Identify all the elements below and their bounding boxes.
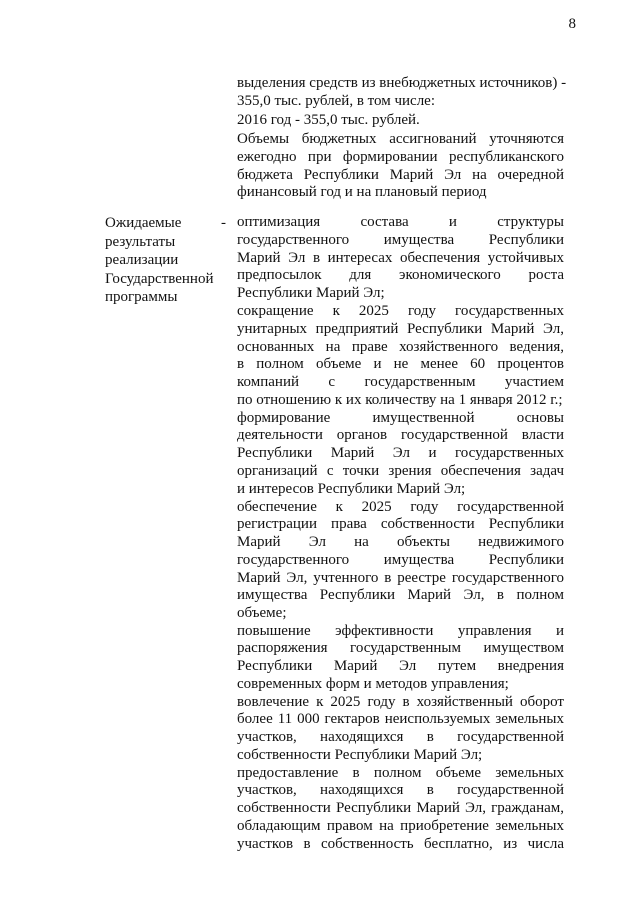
text-line: выделения средств из внебюджетных источников) - — [237, 75, 567, 91]
text-line: государственного имущества Республики — [237, 231, 564, 248]
text-line: Республики Марий Эл путем внедрения — [237, 658, 564, 674]
text-line: унитарных предприятий Республики Марий Эл, — [237, 320, 564, 337]
text-line: формирование имущественной основы — [237, 409, 564, 426]
text-line: обладающим правом на приобретение земельных — [237, 817, 564, 834]
page-number: 8 — [568, 16, 576, 32]
result-item — [237, 214, 564, 303]
text-line: имущества Республики Марий Эл, в полном — [237, 587, 564, 604]
text-line: по отношению к их количеству на 1 января 2012 г.; — [237, 391, 563, 408]
text-line: Марий Эл на объекты недвижимого — [237, 534, 564, 550]
text-line: и интересов Республики Марий Эл; — [237, 480, 466, 497]
text-line: участков, находящихся в государственной — [237, 782, 564, 799]
text-line: повышение эффективности управления и — [237, 622, 564, 639]
result-item — [237, 694, 564, 765]
label-line: программы — [105, 289, 178, 305]
text-line: объеме; — [237, 605, 287, 621]
text-line: собственности Республики Марий Эл; — [237, 746, 483, 763]
text-line: обеспечение к 2025 году государственной — [237, 498, 564, 515]
text-line: предоставление в полном объеме земельных — [237, 764, 564, 781]
text-line: оптимизация состава и структуры — [237, 214, 564, 230]
text-line: участков в собственность бесплатно, из числа — [237, 835, 564, 852]
label-line: Ожидаемые — [105, 215, 182, 231]
text-line: собственности Республики Марий Эл, гражданам, — [237, 800, 564, 816]
text-line: участков, находящихся в государственной — [237, 729, 564, 745]
text-line: ежегодно при формировании республиканского — [237, 148, 564, 165]
label-line: результаты — [105, 233, 176, 250]
text-line: в полном объеме и не менее 60 процентов — [237, 356, 564, 373]
result-item — [237, 623, 564, 694]
text-line: предпосылок для экономического роста — [237, 267, 564, 284]
text-line: деятельности органов государственной власти — [237, 427, 564, 444]
result-item — [237, 499, 564, 623]
text-line: вовлечение к 2025 году в хозяйственный оборот — [237, 693, 564, 710]
label-line: Государственной — [105, 270, 214, 287]
text-line: Республики Марий Эл; — [237, 285, 385, 301]
result-item — [237, 765, 564, 854]
label-line: реализации — [105, 252, 179, 268]
text-line: Объемы бюджетных ассигнований уточняются — [237, 131, 564, 147]
funding-year-paragraph — [237, 112, 564, 130]
result-item — [237, 410, 564, 499]
text-line: Марий Эл, учтенного в реестре государственного — [237, 569, 564, 586]
text-line: распоряжения государственным имуществом — [237, 640, 564, 657]
text-line: современных форм и методов управления; — [237, 675, 509, 692]
text-line: регистрации права собственности Республики — [237, 516, 564, 533]
text-line: более 11 000 гектаров неиспользуемых земельных — [237, 711, 564, 728]
text-line: компаний с государственным участием — [237, 374, 564, 390]
expected-results-label — [105, 214, 230, 307]
text-line: сокращение к 2025 году государственных — [237, 303, 564, 319]
budget-note-paragraph — [237, 131, 564, 202]
text-line: основанных на праве хозяйственного ведения, — [237, 338, 564, 355]
text-line: 2016 год - 355,0 тыс. рублей. — [237, 112, 420, 128]
label-dash: - — [221, 215, 226, 231]
text-line: государственного имущества Республики — [237, 551, 564, 568]
result-item — [237, 303, 564, 410]
text-line: Марий Эл в интересах обеспечения устойчивых — [237, 249, 564, 266]
funding-paragraph — [237, 75, 567, 111]
text-line: Республики Марий Эл и государственных — [237, 445, 564, 461]
text-line: организаций с точки зрения обеспечения задач — [237, 462, 564, 479]
text-line: 355,0 тыс. рублей, в том числе: — [237, 92, 436, 109]
text-line: бюджета Республики Марий Эл на очередной — [237, 166, 564, 183]
text-line: финансовый год и на плановый период — [237, 184, 487, 201]
